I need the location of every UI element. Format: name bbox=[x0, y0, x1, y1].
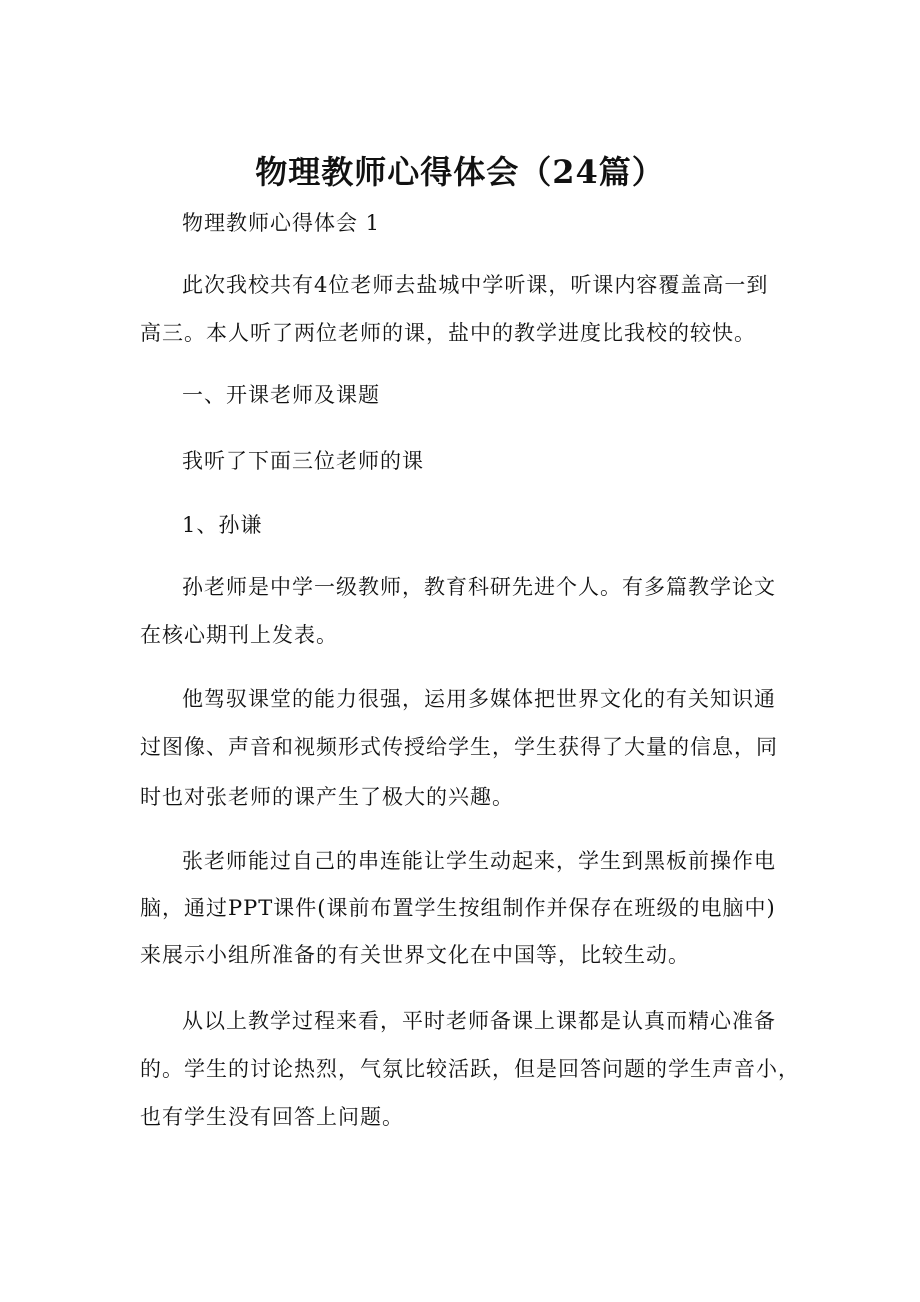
paragraph-line: 的。学生的讨论热烈，气氛比较活跃，但是回答问题的学生声音小， bbox=[140, 1057, 800, 1081]
paragraph-line: 他驾驭课堂的能力很强，运用多媒体把世界文化的有关知识通 bbox=[182, 687, 776, 711]
paragraph-line: 一、开课老师及课题 bbox=[182, 383, 380, 407]
section-heading: 物理教师心得体会 1 bbox=[182, 211, 381, 235]
paragraph-line: 1、孙谦 bbox=[182, 513, 263, 537]
paragraph-line: 此次我校共有4位老师去盐城中学听课，听课内容覆盖高一到 bbox=[182, 273, 769, 297]
paragraph-line: 张老师能过自己的串连能让学生动起来，学生到黑板前操作电 bbox=[182, 849, 776, 873]
paragraph-line: 也有学生没有回答上问题。 bbox=[140, 1105, 404, 1129]
paragraph-line: 在核心期刊上发表。 bbox=[140, 623, 338, 647]
paragraph-line: 脑，通过PPT课件(课前布置学生按组制作并保存在班级的电脑中) bbox=[140, 896, 776, 920]
paragraph-line: 时也对张老师的课产生了极大的兴趣。 bbox=[140, 785, 514, 809]
paragraph-line: 高三。本人听了两位老师的课，盐中的教学进度比我校的较快。 bbox=[140, 321, 756, 345]
paragraph-line: 过图像、声音和视频形式传授给学生，学生获得了大量的信息，同 bbox=[140, 735, 778, 759]
paragraph-line: 来展示小组所准备的有关世界文化在中国等，比较生动。 bbox=[140, 943, 690, 967]
paragraph-line: 从以上教学过程来看，平时老师备课上课都是认真而精心准备 bbox=[182, 1009, 776, 1033]
paragraph-line: 孙老师是中学一级教师，教育科研先进个人。有多篇教学论文 bbox=[182, 575, 776, 599]
paragraph-line: 我听了下面三位老师的课 bbox=[182, 449, 424, 473]
document-title: 物理教师心得体会（24篇） bbox=[255, 153, 665, 191]
